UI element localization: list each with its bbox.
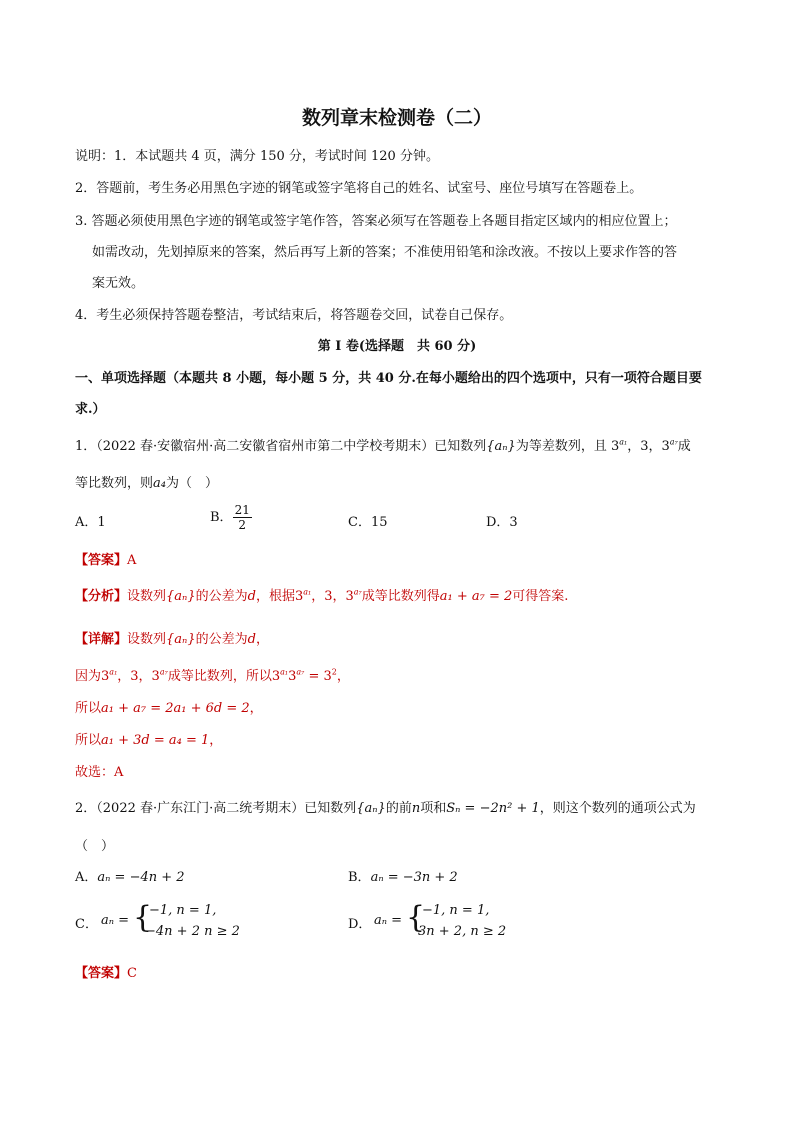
q1-detail: 【详解】设数列{aₙ}的公差为d， [75, 632, 269, 647]
q1-terms: $3^{a_1}$，3，$3^{a_7}$ [610, 437, 678, 454]
instruction-3: 3. 答题必须使用黑色字迹的钢笔或签字笔作答，答案必须写在答题卷上各题目指定区域内的相应位置上； [75, 214, 677, 229]
q1-step-2: 所以a₁ + a₇ = 2a₁ + 6d = 2， [75, 701, 263, 716]
q1-analysis-label: 【分析】 [75, 589, 128, 604]
instruction-1: 说明：1．本试题共 4 页，满分 150 分，考试时间 120 分钟。 [75, 149, 439, 164]
q1-conclusion: 故选：A [75, 765, 124, 780]
q1-option-b-label: B． [210, 510, 233, 525]
q2-option-b: B．aₙ = −3n + 2 [348, 870, 458, 885]
q1-stem-line2 [75, 472, 218, 491]
q1-text-b: 为等差数列，且 [515, 439, 607, 454]
q1-analysis: 【分析】设数列{aₙ}的公差为d，根据$3^{a_1}$，3，$3^{a_7}$成等比数列得a₁ + a₇ = 2可得答案. [75, 587, 569, 604]
instruction-3-cont2: 案无效。 [92, 276, 145, 291]
q1-text-a: 1．（2022 春·安徽宿州·高二安徽省宿州市第二中学校考期末）已知数列 [75, 439, 487, 454]
q1-seq: {aₙ} [486, 439, 516, 454]
instruction-3-cont: 如需改动，先划掉原来的答案，然后再写上新的答案；不准使用铅笔和涂改液。不按以上要求作答的答 [92, 245, 678, 260]
q1-stem-line1 [75, 435, 691, 454]
q1-step-3: 所以a₁ + 3d = a₄ = 1， [75, 733, 223, 748]
q1-step-1: 因为$3^{a_1}$，3，$3^{a_7}$成等比数列，所以$3^{a_1}3^{a_7} = 3^2$， [75, 667, 350, 684]
q1-target: a₄ [153, 476, 166, 491]
q1-text-c: 成 [677, 439, 691, 454]
q2-stem-line1: 2．（2022 春·广东江门·高二统考期末）已知数列{aₙ}的前n项和Sₙ = −2n² + 1，则这个数列的通项公式为 [75, 801, 696, 816]
section-header: 第 I 卷(选择题 共 60 分) [317, 339, 477, 354]
q1-text-e: 为（ ） [165, 476, 218, 491]
part1-title-cont: 求.） [75, 402, 106, 417]
instruction-2: 2．答题前，考生务必用黑色字迹的钢笔或签字笔将自己的姓名、试室号、座位号填写在答题卷上。 [75, 181, 643, 196]
page-title: 数列章末检测卷（二） [301, 107, 492, 129]
q1-option-b-fraction: $\frac{21}{2}$ [234, 503, 250, 532]
q1-text-d: 等比数列，则 [75, 476, 154, 491]
q1-option-d: D．3 [486, 515, 518, 530]
q1-option-c: C．15 [348, 515, 388, 530]
q1-answer-value: A [127, 553, 137, 568]
q1-option-b [210, 503, 252, 532]
q2-answer: 【答案】C [75, 966, 137, 981]
instruction-4: 4．考生必须保持答题卷整洁，考试结束后，将答题卷交回，试卷自己保存。 [75, 308, 513, 323]
q2-stem-line2: （ ） [75, 839, 115, 854]
part1-title: 一、单项选择题（本题共 8 小题，每小题 5 分，共 40 分.在每小题给出的四个选项中，只有一项符合题目要 [75, 371, 702, 386]
q2-option-a: A．aₙ = −4n + 2 [75, 870, 185, 885]
q1-detail-label: 【详解】 [75, 632, 128, 647]
q1-answer-label: 【答案】 [75, 553, 128, 568]
q1-option-a: A．1 [75, 515, 106, 530]
q1-answer [75, 549, 136, 568]
